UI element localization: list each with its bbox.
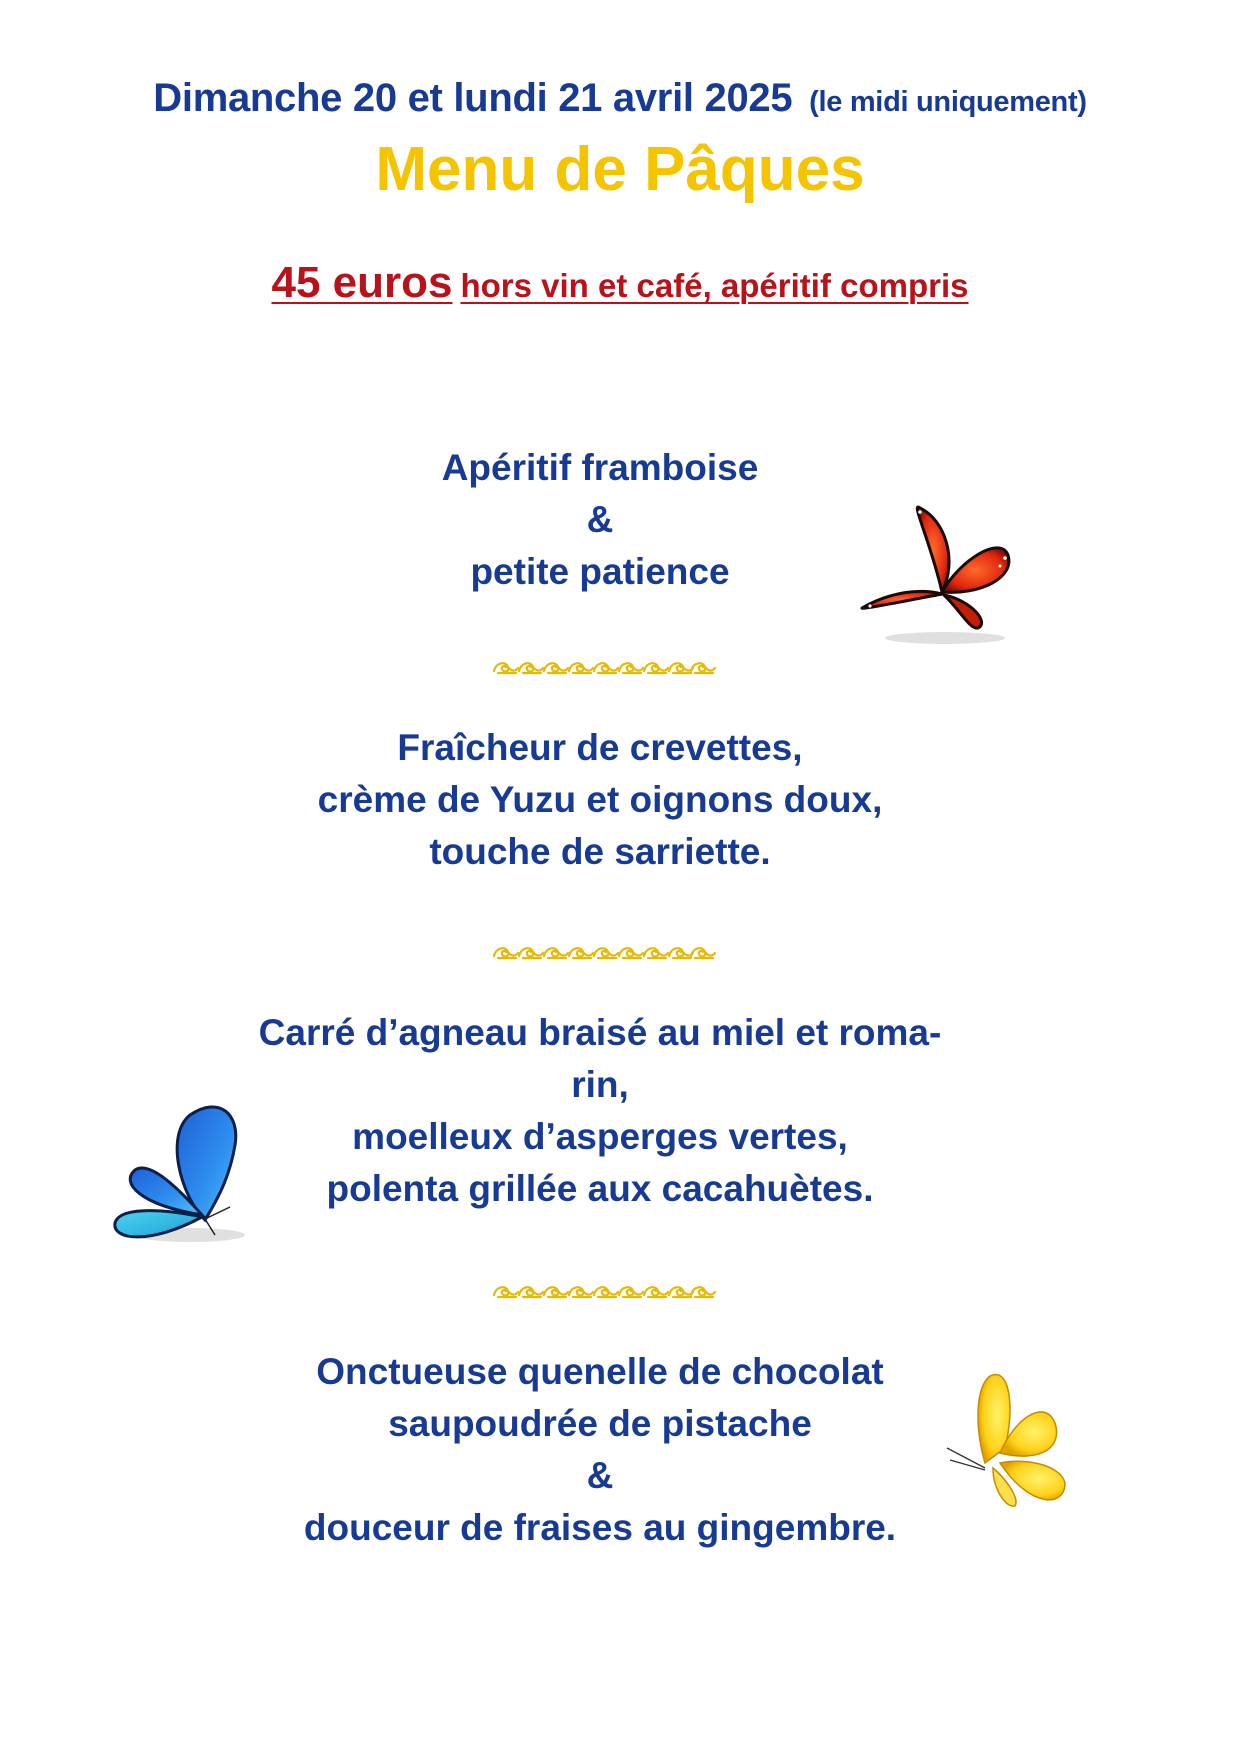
- menu-title: Menu de Pâques: [375, 135, 865, 204]
- course-aperitif: [0, 442, 1200, 598]
- course-line: saupoudrée de pistache: [388, 1403, 812, 1444]
- blue-butterfly-icon: [110, 1095, 260, 1250]
- course-line: &: [586, 499, 614, 540]
- price-note: hors vin et café, apéritif compris: [460, 267, 969, 304]
- course-line: petite patience: [470, 551, 730, 592]
- course-line: crème de Yuzu et oignons doux,: [317, 779, 883, 820]
- course-line: Carré d’agneau braisé au miel et roma-: [258, 1012, 942, 1053]
- swirl-ornament-icon: [490, 941, 720, 963]
- course-line: polenta grillée aux cacahuètes.: [326, 1168, 874, 1209]
- date-text: Dimanche 20 et lundi 21 avril 2025: [153, 76, 793, 120]
- course-line: rin,: [571, 1064, 629, 1105]
- course-line: Fraîcheur de crevettes,: [397, 727, 803, 768]
- course-starter: [0, 722, 1200, 878]
- swirl-ornament-icon: [490, 656, 720, 678]
- price-line: [0, 258, 1240, 308]
- price-value: 45 euros: [271, 258, 453, 307]
- swirl-ornament-icon: [490, 1280, 720, 1302]
- course-line: Onctueuse quenelle de chocolat: [316, 1351, 884, 1392]
- red-butterfly-icon: [850, 500, 1020, 650]
- date-heading: [0, 76, 1240, 121]
- course-line: &: [586, 1455, 614, 1496]
- service-note: (le midi uniquement): [809, 86, 1087, 118]
- course-line: moelleux d’asperges vertes,: [352, 1116, 848, 1157]
- course-line: douceur de fraises au gingembre.: [303, 1507, 897, 1548]
- course-line: Apéritif framboise: [441, 447, 759, 488]
- course-line: touche de sarriette.: [429, 831, 771, 872]
- yellow-butterfly-icon: [945, 1368, 1075, 1513]
